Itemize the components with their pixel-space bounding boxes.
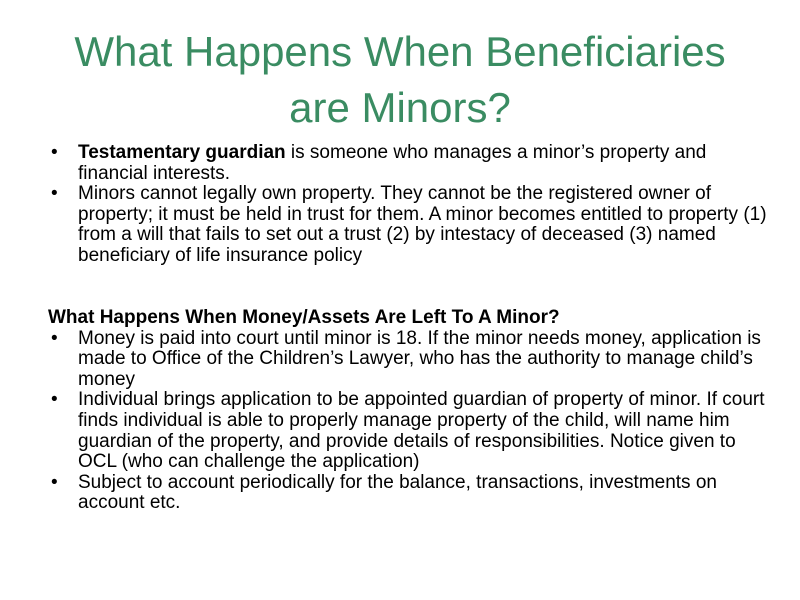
bullet-marker: • <box>51 142 58 163</box>
bullet-marker: • <box>51 327 58 349</box>
list-item-text: Money is paid into court until minor is 18. If the minor needs money, application is made to Office of the Children’s Lawyer, who has the authority to manage child’s money <box>78 327 761 390</box>
list-item-text: Individual brings application to be appointed guardian of property of minor. If court finds individual is able to properly manage property of the child, will name him guardian of the property, and provide details of responsibilities. Notice given to OCL (who can challenge the application) <box>78 389 765 473</box>
list-item <box>48 184 768 266</box>
list-item <box>48 473 768 514</box>
money-assets-section <box>48 308 768 514</box>
bullet-marker: • <box>51 471 58 493</box>
money-assets-bullet-list <box>48 329 768 514</box>
section-heading: What Happens When Money/Assets Are Left To A Minor? <box>48 307 560 328</box>
list-item <box>48 143 768 184</box>
term-testamentary-guardian: Testamentary guardian <box>78 142 286 163</box>
slide-title <box>20 24 780 136</box>
guardian-bullet-list <box>48 143 768 267</box>
list-item-text: Minors cannot legally own property. They cannot be the registered owner of property; it must be held in trust for them. A minor becomes entitled to property (1) from a will that fails to set out a trust (2) by intestacy of deceased (3) named beneficiary of life insurance policy <box>78 183 767 266</box>
list-item <box>48 329 768 391</box>
list-item <box>48 390 768 472</box>
slide-title-line-2: are Minors? <box>289 84 511 131</box>
list-item-text: is someone who manages a minor’s property and financial interests. <box>78 142 707 184</box>
slide-title-line-1: What Happens When Beneficiaries <box>74 28 726 75</box>
bullet-marker: • <box>51 183 58 205</box>
bullet-marker: • <box>51 389 58 411</box>
list-item-text: Subject to account periodically for the balance, transactions, investments on account etc. <box>78 471 717 514</box>
guardian-section <box>48 143 768 267</box>
